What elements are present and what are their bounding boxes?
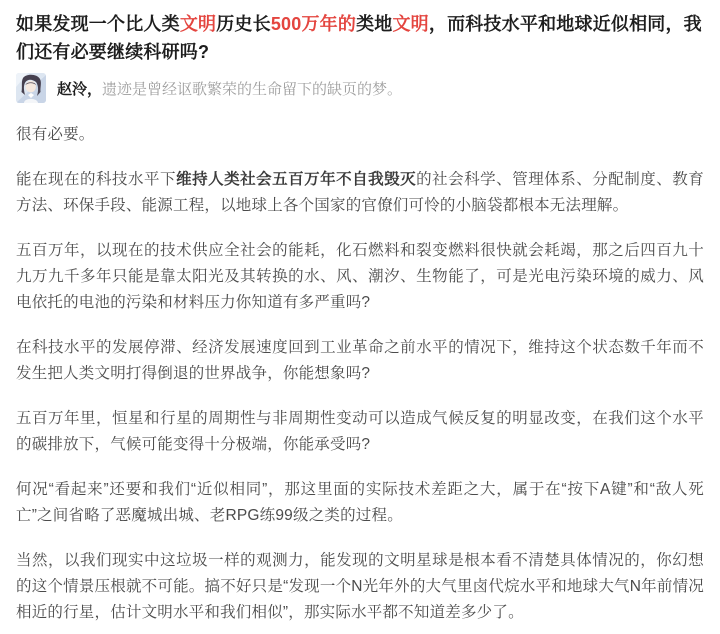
title-text: ，而科技水平和地球近似相同，我们还有必要继续科研吗? — [16, 14, 702, 62]
author-avatar[interactable] — [16, 73, 46, 103]
answer-paragraph — [16, 406, 704, 458]
title-text: 如果发现一个比人类 — [16, 14, 180, 34]
paragraph-text: 的社会科学、管理体系、分配制度、教育方法、环保手段、能源工程，以地球上各个国家的官僚们可怜的小脑袋都根本无法理解。 — [16, 171, 704, 214]
author-row — [16, 73, 704, 103]
title-text: 历史长 — [216, 14, 271, 34]
emphasized-text: 维持人类社会五百万年不自我毁灭 — [176, 171, 417, 188]
question-title[interactable] — [16, 10, 704, 66]
title-highlighted-text: 文明 — [179, 14, 217, 34]
author-bio: 遗迹是曾经讴歌繁荣的生命留下的缺页的梦。 — [102, 80, 403, 98]
answer-paragraph — [16, 238, 704, 316]
title-highlighted-text: 文明 — [392, 14, 429, 34]
paragraph-text: 很有必要。 — [16, 126, 95, 143]
answer-paragraph — [16, 335, 704, 387]
anime-portrait-avatar-icon — [16, 73, 46, 103]
paragraph-text: 当然，以我们现实中这垃圾一样的观测力，能发现的文明星球是根本看不清楚具体情况的，你幻想的这个情景压根就不可能。搞不好只是“发现一个N光年外的大气里卤代烷水平和地球大气N年前情况相近的行星，估计文明水平和我们相似”，那实际水平都不知道差多少了。 — [16, 552, 704, 621]
paragraph-text: 能在现在的科技水平下 — [16, 171, 177, 188]
paragraph-text: 五百万年里，恒星和行星的周期性与非周期性变动可以造成气候反复的明显改变，在我们这个水平的碳排放下，气候可能变得十分极端，你能承受吗? — [16, 410, 704, 453]
paragraph-text: 在科技水平的发展停滞、经济发展速度回到工业革命之前水平的情况下，维持这个状态数千年而不发生把人类文明打得倒退的世界战争，你能想象吗? — [16, 339, 704, 382]
answer-paragraph — [16, 548, 704, 626]
title-highlighted-text: 500万年的 — [270, 14, 357, 34]
title-text: 类地 — [356, 14, 393, 34]
answer-paragraph — [16, 477, 704, 529]
author-name-separator: ， — [87, 80, 103, 98]
answer-body — [16, 122, 704, 626]
answer-paragraph — [16, 167, 704, 219]
answer-paragraph — [16, 122, 704, 148]
paragraph-text: 五百万年，以现在的技术供应全社会的能耗，化石燃料和裂变燃料很快就会耗竭，那之后四百九十九万九千多年只能是靠太阳光及其转换的水、风、潮汐、生物能了，可是光电污染环境的威力、风电依托的电池的污染和材料压力你知道有多严重吗? — [16, 242, 704, 311]
paragraph-text: 何况“看起来”还要和我们“近似相同”，那这里面的实际技术差距之大，属于在“按下A键”和“敌人死亡”之间省略了恶魔城出城、老RPG练99级之类的过程。 — [16, 481, 704, 524]
author-name[interactable]: 赵泠 — [57, 80, 88, 98]
